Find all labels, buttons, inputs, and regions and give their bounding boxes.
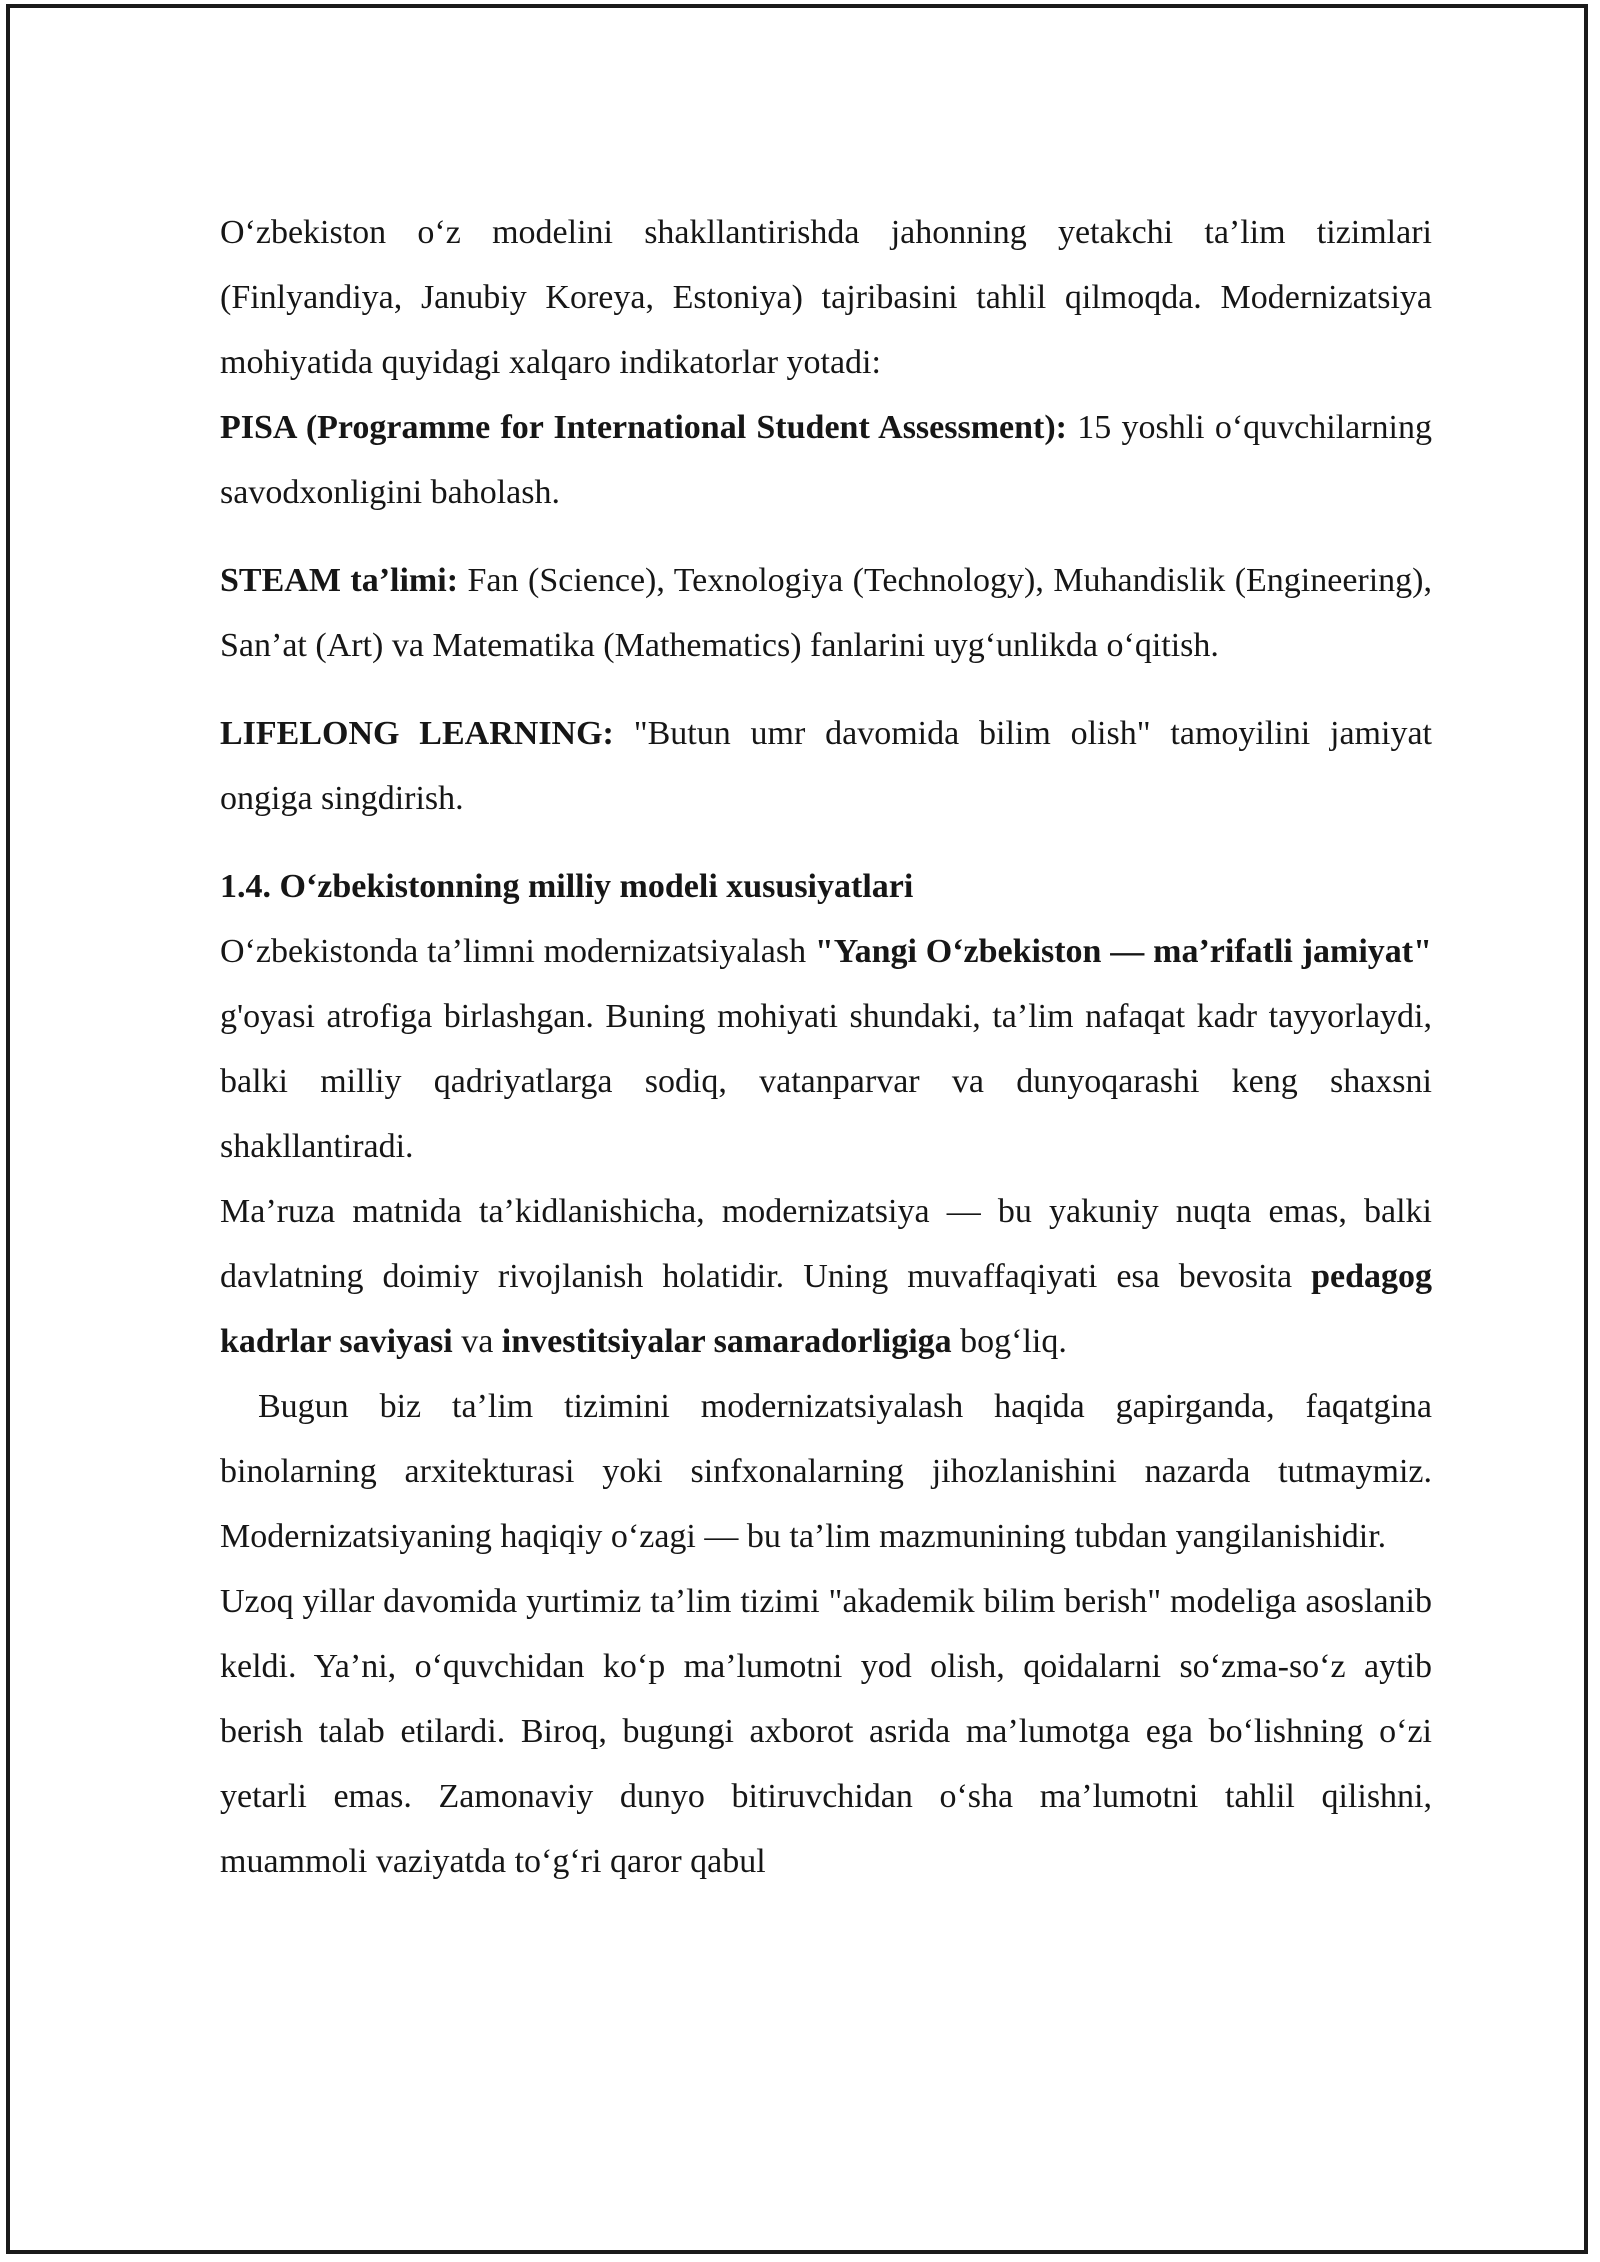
- national-model-slogan: "Yangi O‘zbekiston — ma’rifatli jamiyat": [814, 933, 1432, 970]
- paragraph-long-years: Uzoq yillar davomida yurtimiz ta’lim tizimi "akademik bilim berish" modeliga asoslanib keldi. Ya’ni, o‘quvchidan ko‘p ma’lumotni yod olish, qoidalarni so‘zma-so‘z aytib berish talab etilardi. Biroq, bugungi axborot asrida ma’lumotga ega bo‘lishning o‘zi yetarli emas. Zamonaviy dunyo bitiruvchidan o‘sha ma’lumotni tahlil qilishni, muammoli vaziyatda to‘g‘ri qaror qabul: [220, 1583, 1432, 1880]
- lecture-bold-teachers: pedagog kadrlar saviyasi: [220, 1258, 1432, 1360]
- steam-text: Fan (Science), Texnologiya (Technology), Muhandislik (Engineering), San’at (Art) va Matematika (Mathematics) fanlarini uyg‘unlikda o‘qitish.: [220, 562, 1432, 664]
- paragraph-intro: O‘zbekiston o‘z modelini shakllantirishda jahonning yetakchi ta’lim tizimlari (Finlyandiya, Janubiy Koreya, Estoniya) tajribasini tahlil qilmoqda. Modernizatsiya mohiyatida quyidagi xalqaro indikatorlar yotadi:: [220, 214, 1432, 381]
- paragraph-pisa: [220, 395, 1432, 525]
- lifelong-label: LIFELONG LEARNING:: [220, 715, 614, 752]
- pisa-text: 15 yoshli o‘quvchilarning savodxonligini baholash.: [220, 409, 1432, 511]
- lecture-text-mid: va: [452, 1323, 502, 1360]
- pisa-label: PISA (Programme for International Student Assessment):: [220, 409, 1067, 446]
- national-model-text-a: O‘zbekistonda ta’limni modernizatsiyalash: [220, 933, 815, 970]
- document-page: [6, 4, 1588, 2254]
- paragraph-lecture: [220, 1179, 1432, 1374]
- paragraph-today: Bugun biz ta’lim tizimini modernizatsiyalash haqida gapirganda, faqatgina binolarning arxitekturasi yoki sinfxonalarning jihozlanishini nazarda tutmaymiz. Modernizatsiyaning haqiqiy o‘zagi — bu ta’lim mazmunining tubdan yangilanishidir.: [220, 1388, 1432, 1555]
- section-heading: [220, 854, 1432, 919]
- paragraph-steam: [220, 548, 1432, 678]
- paragraph-lifelong: [220, 701, 1432, 831]
- lifelong-text: "Butun umr davomida bilim olish" tamoyilini jamiyat ongiga singdirish.: [220, 715, 1432, 817]
- paragraph-national-model: [220, 919, 1432, 1179]
- national-model-text-b: g'oyasi atrofiga birlashgan. Buning mohiyati shundaki, ta’lim nafaqat kadr tayyorlaydi, balki milliy qadriyatlarga sodiq, vatanparvar va dunyoqarashi keng shaxsni shakllantiradi.: [220, 998, 1432, 1165]
- lecture-text-a: Ma’ruza matnida ta’kidlanishicha, modernizatsiya — bu yakuniy nuqta emas, balki davlatning doimiy rivojlanish holatidir. Uning muvaffaqiyati esa bevosita: [220, 1193, 1432, 1295]
- section-heading-text: 1.4. O‘zbekistonning milliy modeli xususiyatlari: [220, 868, 914, 905]
- lecture-bold-investments: investitsiyalar samaradorligiga: [501, 1323, 952, 1360]
- lecture-text-end: bog‘liq.: [951, 1323, 1067, 1360]
- document-body: [220, 200, 1432, 1894]
- steam-label: STEAM ta’limi:: [220, 562, 459, 599]
